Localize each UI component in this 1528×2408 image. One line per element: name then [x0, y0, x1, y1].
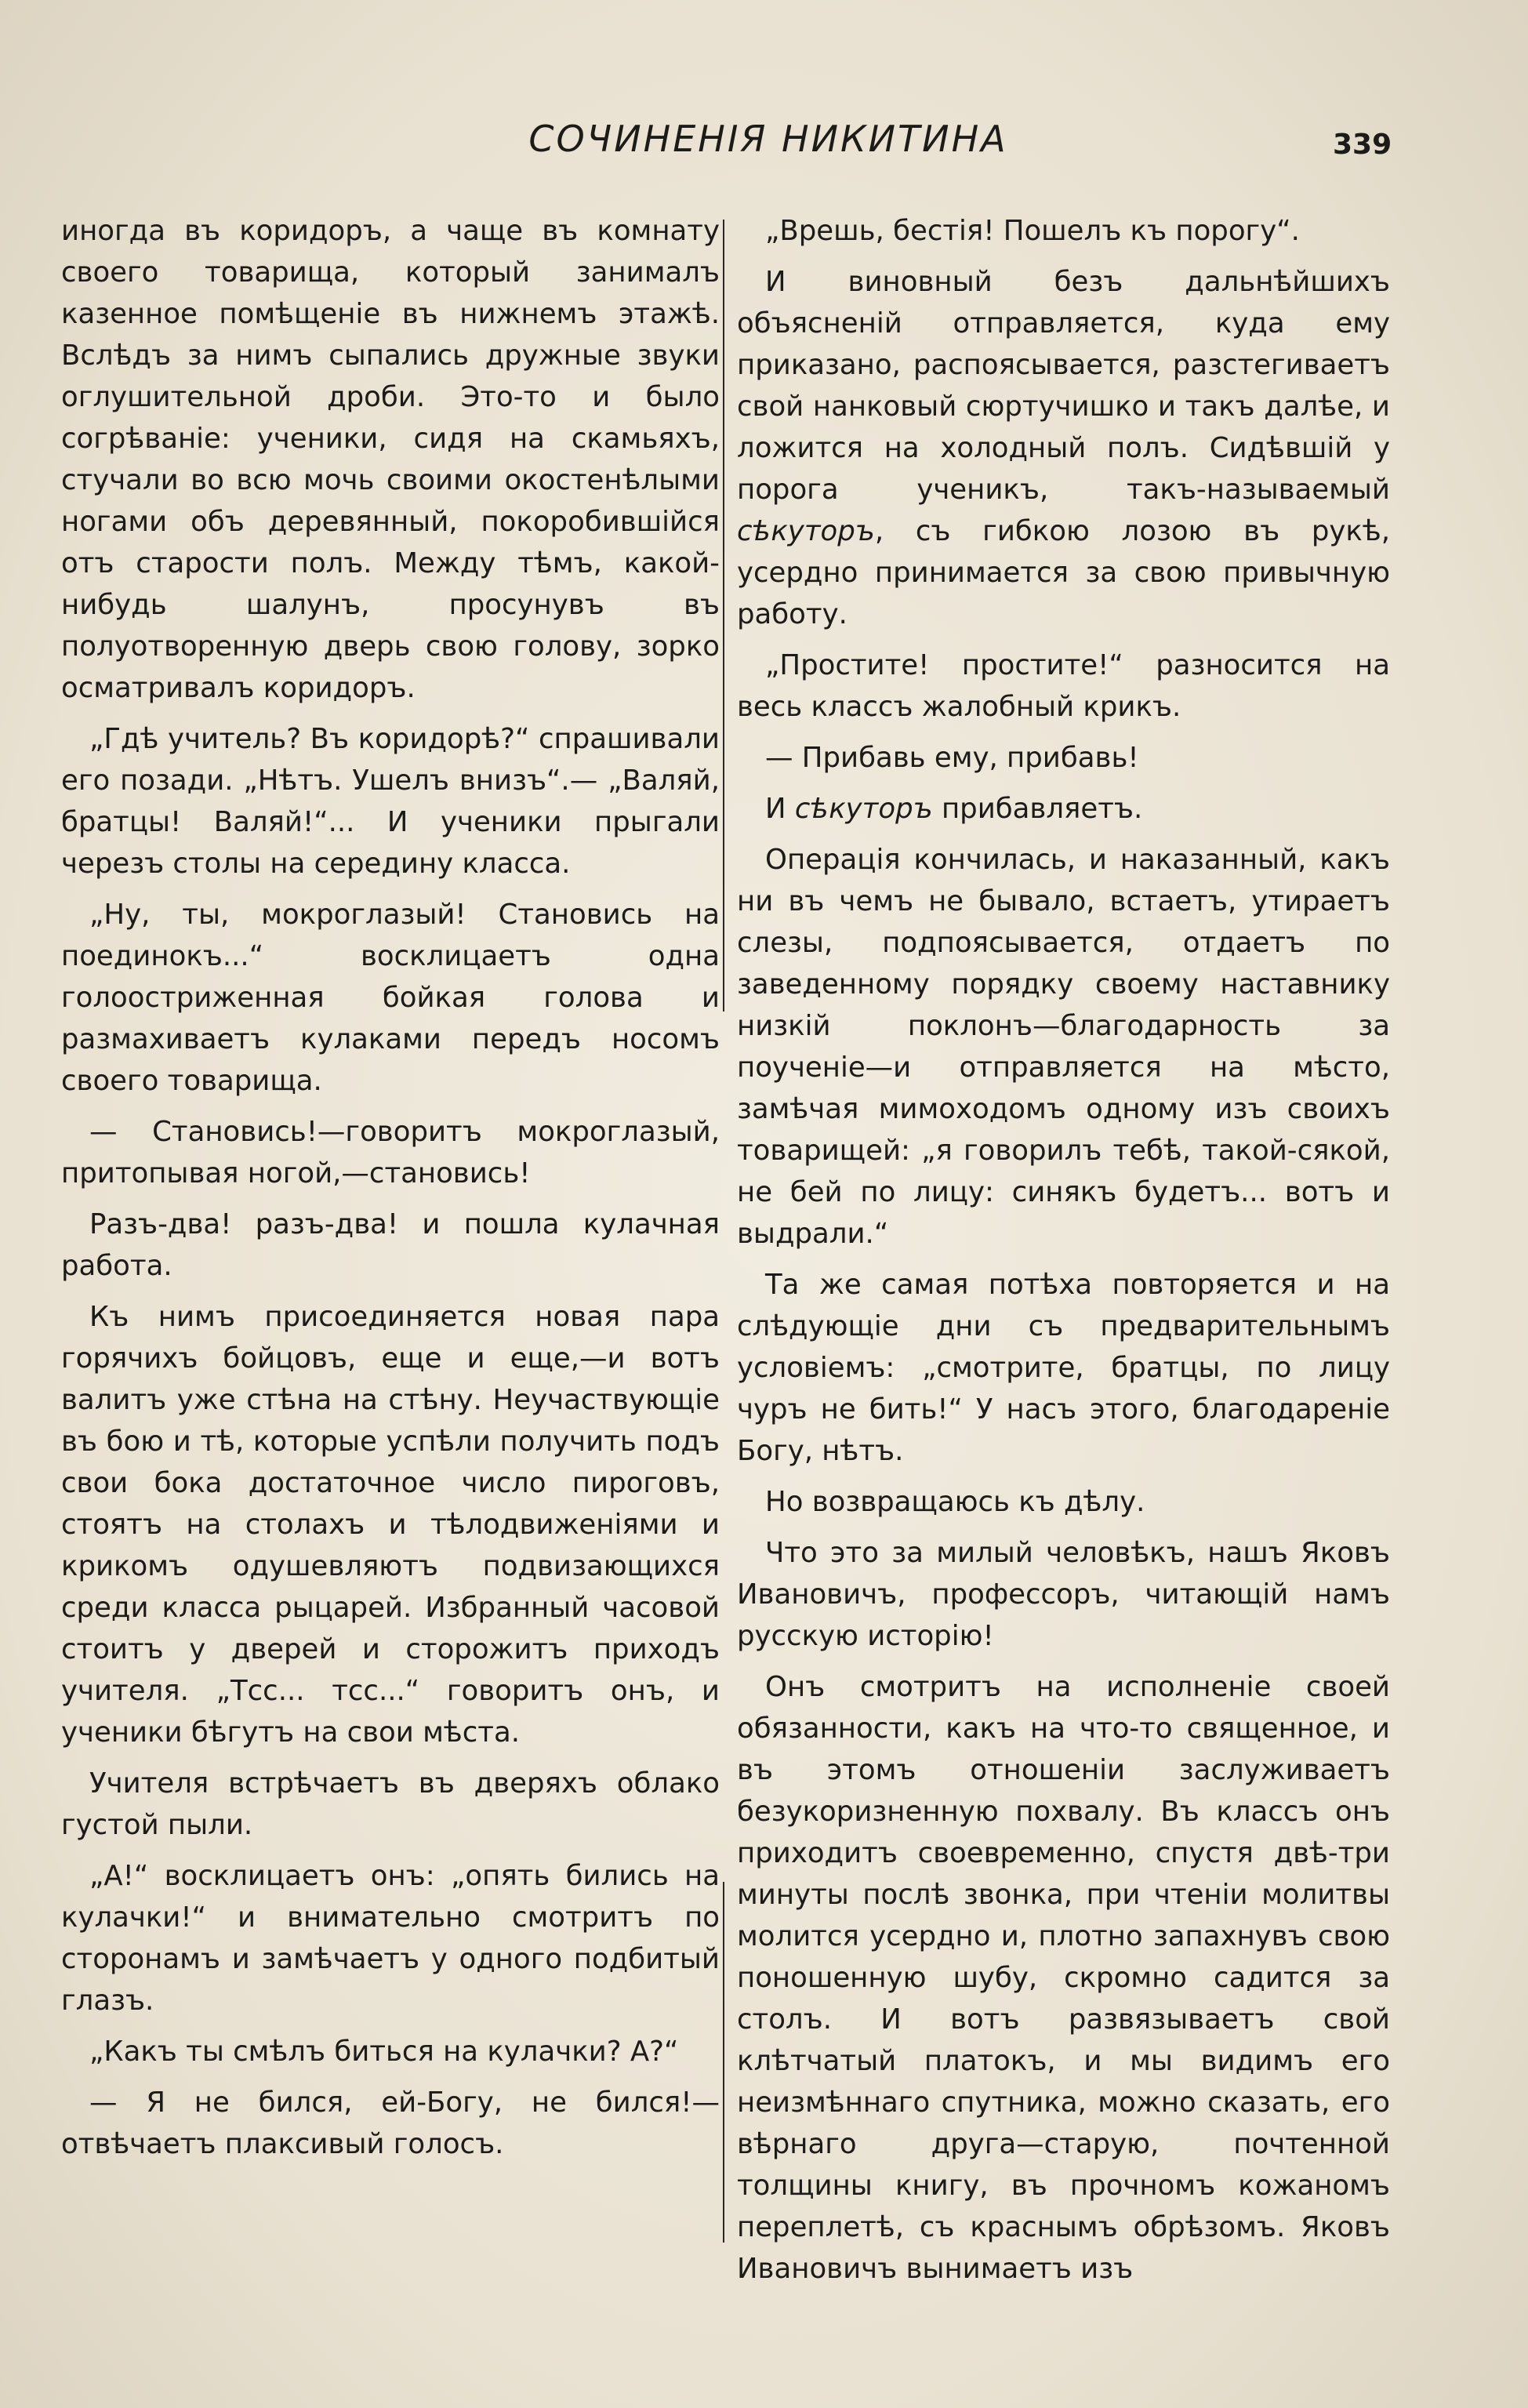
paragraph [737, 788, 1390, 830]
paragraph: Онъ смотритъ на исполненіе своей обязанности, какъ на что-то священное, и въ этомъ отношеніи заслуживаетъ безукоризненную похвалу. Въ классъ онъ приходитъ своевременно, спустя двѣ-три минуты послѣ звонка, при чтеніи молитвы молится усердно и, плотно запахнувъ свою поношенную шубу, скромно садится за столъ. И вотъ развязываетъ свой клѣтчатый платокъ, и мы видимъ его неизмѣннаго спутника, можно сказать, его вѣрнаго друга—старую, почтенной толщины книгу, въ прочномъ кожаномъ переплетѣ, съ краснымъ обрѣзомъ. Яковъ Ивановичъ вынимаетъ изъ [737, 1671, 1390, 2285]
running-title: СОЧИНЕНІЯ НИКИТИНА [528, 118, 1008, 160]
paragraph: Къ нимъ присоединяется новая пара горячихъ бойцовъ, еще и еще,—и вотъ валитъ уже стѣна на стѣну. Неучаствующіе въ бою и тѣ, которые успѣли получить подъ свои бока достаточное число пироговъ, стоятъ на столахъ и тѣлодвиженіями и крикомъ одушевляютъ подвизающихся среди класса рыцарей. Избранный часовой стоитъ у дверей и сторожитъ приходъ учителя. „Тсс... тсс...“ говоритъ онъ, и ученики бѣгутъ на свои мѣста. [61, 1301, 720, 1749]
paragraph: Операція кончилась, и наказанный, какъ ни въ чемъ не бывало, встаетъ, утираетъ слезы, подпоясывается, отдаетъ по заведенному порядку своему наставнику низкій поклонъ—благодарность за поученіе—и отправляется на мѣсто, замѣчая мимоходомъ одному изъ своихъ товарищей: „я говорилъ тебѣ, такой-сякой, не бей по лицу: синякъ будетъ... вотъ и выдрали.“ [737, 844, 1390, 1250]
paragraph: Что это за милый человѣкъ, нашъ Яковъ Ивановичъ, профессоръ, читающій намъ русскую исторію! [737, 1537, 1390, 1652]
paragraph: иногда въ коридоръ, а чаще въ комнату своего товарища, который занималъ казенное помѣщеніе въ нижнемъ этажѣ. Вслѣдъ за нимъ сыпались дружные звуки оглушительной дроби. Это-то и было согрѣваніе: ученики, сидя на скамьяхъ, стучали во всю мочь своими окостенѣлыми ногами объ деревянный, покоробившійся отъ старости полъ. Между тѣмъ, какой-нибудь шалунъ, просунувъ въ полуотворенную дверь свою голову, зорко осматривалъ коридоръ. [61, 215, 720, 704]
paragraph: „Гдѣ учитель? Въ коридорѣ?“ спрашивали его позади. „Нѣтъ. Ушелъ внизъ“.— „Валяй, братцы! Валяй!“... И ученики прыгали черезъ столы на середину класса. [61, 723, 720, 880]
text-run: , съ гибкою лозою въ рукѣ, усердно принимается за свою привычную работу. [737, 515, 1390, 630]
column-divider-bottom [723, 1882, 724, 2243]
paragraph: „Ну, ты, мокроглазый! Становись на поединокъ...“ восклицаетъ одна голоостриженная бойкая голова и размахиваетъ кулаками передъ носомъ своего товарища. [61, 899, 720, 1097]
paragraph: — Становись!—говоритъ мокроглазый, притопывая ногой,—становись! [61, 1116, 720, 1189]
column-divider-top [723, 220, 724, 1012]
paragraph: „Какъ ты смѣлъ биться на кулачки? А?“ [89, 2036, 679, 2068]
text-run: И [765, 793, 795, 825]
paragraph: „Врешь, бестія! Пошелъ къ порогу“. [765, 215, 1300, 247]
paragraph: „А!“ восклицаетъ онъ: „опять бились на кулачки!“ и внимательно смотритъ по сторонамъ и замѣчаетъ у одного подбитый глазъ. [61, 1860, 720, 2017]
paragraph: „Простите! простите!“ разносится на весь классъ жалобный крикъ. [737, 649, 1390, 723]
text-run: прибавляетъ. [932, 793, 1143, 825]
text-run: И виновный безъ дальнѣйшихъ объясненій отправляется, куда ему приказано, распоясывается, разстегиваетъ свой нанковый сюртучишко и такъ далѣе, и ложится на холодный полъ. Сидѣвшій у порога ученикъ, такъ-называемый [737, 266, 1390, 506]
right-column [737, 210, 1390, 2290]
paragraph: — Прибавь ему, прибавь! [765, 742, 1139, 774]
paragraph: Та же самая потѣха повторяется и на слѣдующіе дни съ предварительнымъ условіемъ: „смотрите, братцы, по лицу чуръ не бить!“ У насъ этого, благодареніе Богу, нѣтъ. [737, 1269, 1390, 1467]
left-column [61, 210, 720, 2165]
paragraph [737, 261, 1390, 635]
paragraph: Учителя встрѣчаетъ въ дверяхъ облако густой пыли. [61, 1767, 720, 1841]
paragraph: Но возвращаюсь къ дѣлу. [765, 1486, 1145, 1518]
italic-term: сѣкуторъ [794, 793, 933, 825]
paragraph: — Я не бился, ей-Богу, не бился!—отвѣчаетъ плаксивый голосъ. [61, 2087, 720, 2160]
page-number: 339 [1333, 129, 1392, 161]
paragraph: Разъ-два! разъ-два! и пошла кулачная работа. [61, 1208, 720, 1282]
italic-term: сѣкуторъ [737, 515, 875, 547]
